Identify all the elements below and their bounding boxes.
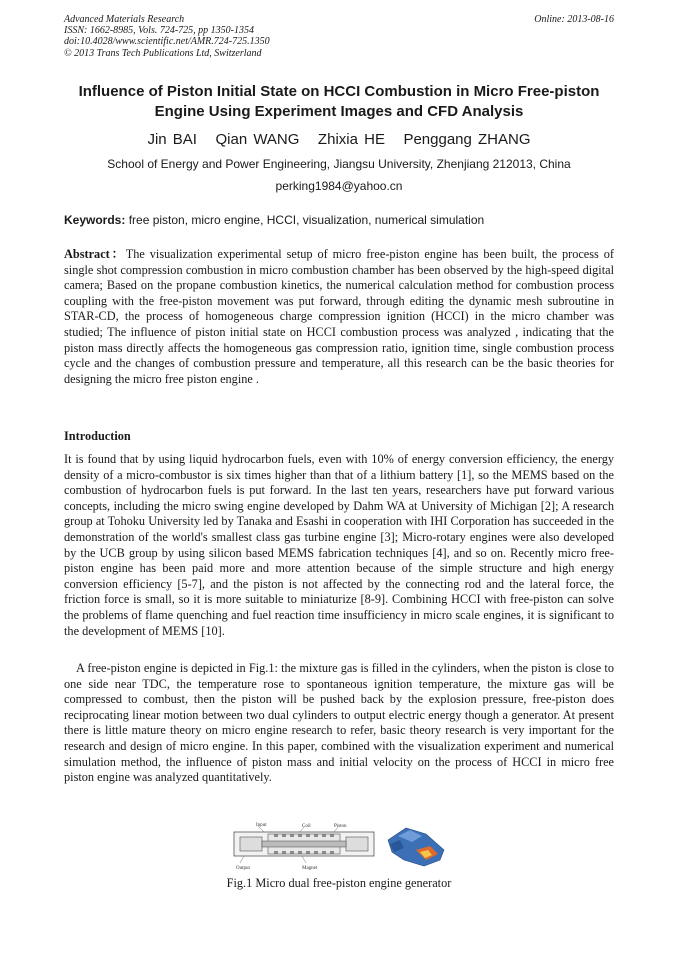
label-piston: Piston [334,824,347,829]
affiliation: School of Energy and Power Engineering, Jiangsu University, Zhenjiang 212013, China [107,157,571,171]
section-heading-introduction: Introduction [64,429,131,443]
label-output: Output [236,866,250,871]
authors: Jin BAI Qian WANG Zhixia HE Penggang ZHANG [147,131,531,148]
paper-title: Influence of Piston Initial State on HCCI Combustion in Micro Free-piston Engine Using Experiment Images and CFD Analysis [78,83,600,120]
label-coil: Coil [302,824,311,829]
online-date: Online: 2013-08-16 [534,14,614,25]
abstract [64,247,614,387]
keywords-text: free piston, micro engine, HCCI, visualization, numerical simulation [125,213,485,227]
email: perking1984@yahoo.cn [275,179,403,193]
intro-paragraph-2: A free-piston engine is depicted in Fig.1: the mixture gas is filled in the cylinders, when the piston is close to one side near TDC, the temperature rose to spontaneous ignition temperature, the mixture gas will be compressed to combust, then the piston will be pushed back by the explosion pressure, free-piston does reciprocating linear motion between two dual cylinders to output electric energy though a generator. At present there is little mature theory on micro engine research to refer, basic theory research is very important for the research and design of micro engine. In this paper, combined with the visualization experiment and numerical simulation method, the influence of piston mass and initial velocity on the process of HCCI in micro free piston engine was analyzed quantitatively. [64,661,614,785]
label-magnet: Magnet [302,866,318,871]
doi: doi:10.4028/www.scientific.net/AMR.724-725.1350 [64,36,270,48]
abstract-text: The visualization experimental setup of micro free-piston engine has been built, the process of single shot compression combustion in micro combustion chamber has been observed by the high-speed digital camera; Based on the propane combustion kinetics, the numerical calculation method for combustion process coupling with the free-piston movement was put forward, through editing the dynamic mesh subroutine in STAR-CD, the process of homogeneous charge compression ignition (HCCI) in the micro chamber was studied; The influence of piston initial state on HCCI combustion process was analyzed , indicating that the piston mass directly affects the homogeneous gas compression ratio, ignition time, single combustion process cycle and the changes of combustion pressure and temperature, all this research can be the basic theories for designing the micro free piston engine . [64,247,614,386]
engine-schematic [234,823,374,871]
label-input: Input [256,823,267,828]
journal-name: Advanced Materials Research [64,14,185,25]
figure-engine-diagram [230,820,460,872]
issn: ISSN: 1662-8985, Vols. 724-725, pp 1350-1354 [64,25,254,37]
keywords-label: Keywords: [64,213,126,227]
abstract-label: Abstract： [64,247,126,261]
journal-header [64,14,614,59]
figure-caption: Fig.1 Micro dual free-piston engine generator [226,876,452,890]
intro-paragraph-1: It is found that by using liquid hydrocarbon fuels, even with 10% of energy conversion efficiency, the energy density of a micro-combustor is six times higher than that of a lithium battery [1], so the MEMS based on the combustion of hydrocarbon fuels is put forward. In the last ten years, researchers have put forward various concepts, including the micro swing engine developed by Dahm WA at University of Michigan [2]; A research group at Tohoku University led by Tanaka and Esashi in cooperation with IHI Corporation has succeeded in the demonstration of the world's smallest class gas turbine engine [3]; Micro-rotary engines were also developed by the UCB group by using silicon based MEMS fabrication techniques [4], and so on. Recently micro free-piston engine has been paid more and more attention because of the simple structure and high energy conversion efficiency [5-7], and the piston is not affected by the connecting rod and the lateral force, the friction force is small, so it is more suitable to miniaturize [8-9]. Combining HCCI with free-piston can solve the problems of flame quenching and fuel reaction time insufficiency in micro scale engines, it is significant to the development of MEMS [10]. [64,452,614,638]
engine-render [388,828,444,866]
keywords [64,213,614,227]
copyright: © 2013 Trans Tech Publications Ltd, Switzerland [64,47,262,59]
